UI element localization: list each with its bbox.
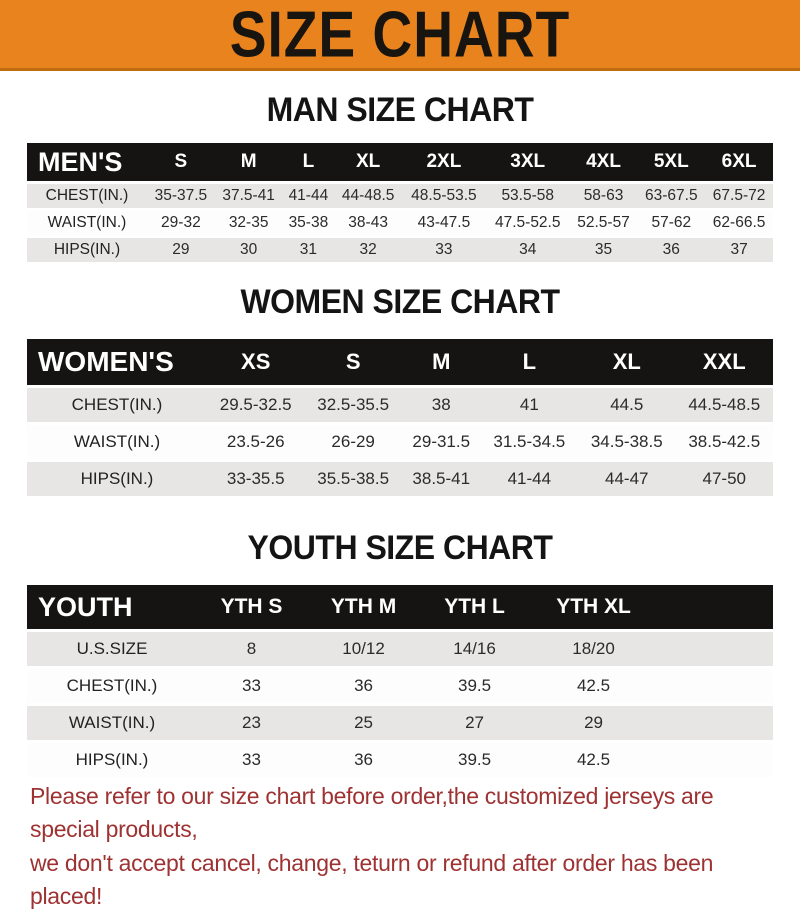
size-cell: 23	[242, 713, 261, 732]
size-cell: 44-48.5	[341, 187, 395, 204]
size-cell: 63-67.5	[645, 187, 698, 204]
size-cell: 27	[465, 713, 484, 732]
size-cell: 10/12	[342, 639, 385, 658]
column-header: YTH L	[444, 595, 505, 618]
women-size-section	[0, 265, 800, 499]
row-label: WAIST(IN.)	[73, 432, 161, 451]
table-row	[27, 742, 773, 779]
size-cell: 44-47	[605, 469, 649, 488]
size-chart-banner	[0, 0, 800, 71]
column-header: YTH XL	[556, 595, 631, 618]
size-cell: 18/20	[572, 639, 615, 658]
size-cell: 48.5-53.5	[411, 187, 477, 204]
size-cell: 38-43	[348, 214, 388, 231]
size-cell: 39.5	[457, 676, 492, 695]
column-header: YTH M	[330, 595, 397, 618]
size-cell: 58-63	[583, 187, 624, 204]
column-header: XL	[355, 151, 381, 172]
size-cell: 29	[584, 713, 603, 732]
size-cell: 33	[435, 241, 453, 258]
banner-title: SIZE CHART	[229, 0, 571, 71]
size-cell: 37.5-41	[222, 187, 275, 204]
women-size-heading: WOMEN SIZE CHART	[240, 281, 560, 321]
row-label: WAIST(IN.)	[68, 713, 156, 732]
size-cell: 44.5	[610, 395, 644, 414]
size-cell: 52.5-57	[577, 214, 630, 231]
size-cell: 23.5-26	[226, 432, 285, 451]
table-row	[27, 668, 773, 705]
row-label: HIPS(IN.)	[80, 469, 154, 488]
size-cell: 29-32	[161, 214, 201, 231]
column-header: M	[432, 349, 451, 374]
column-header: 2XL	[426, 151, 462, 172]
size-cell: 42.5	[576, 750, 611, 769]
size-cell: 47-50	[702, 469, 746, 488]
table-row	[27, 705, 773, 742]
table-corner-label: MEN'S	[38, 146, 123, 177]
disclaimer-line-2: we don't accept cancel, change, teturn or refund after order has been placed!	[30, 849, 714, 910]
filler-cell	[659, 668, 773, 705]
column-header: 5XL	[653, 151, 689, 172]
size-cell: 36	[662, 241, 680, 258]
row-label: HIPS(IN.)	[75, 750, 149, 769]
column-header: 6XL	[721, 151, 757, 172]
size-cell: 41	[519, 395, 539, 414]
size-cell: 31	[299, 241, 318, 258]
size-cell: 35.5-38.5	[317, 469, 390, 488]
table-row	[27, 424, 773, 461]
filler-cell	[659, 631, 773, 668]
size-cell: 39.5	[457, 750, 492, 769]
row-label: CHEST(IN.)	[66, 676, 158, 695]
size-cell: 43-47.5	[417, 214, 471, 231]
size-cell: 32	[359, 241, 377, 258]
size-cell: 35-38	[288, 214, 329, 231]
size-cell: 35-37.5	[154, 187, 208, 204]
size-cell: 25	[354, 713, 373, 732]
size-cell: 37	[730, 241, 748, 258]
column-header: XXL	[702, 349, 746, 374]
table-row	[27, 461, 773, 498]
table-row	[27, 387, 773, 424]
column-header: L	[522, 349, 537, 374]
size-cell: 34.5-38.5	[590, 432, 663, 451]
youth-size-table-slot	[0, 585, 800, 780]
table-corner-label: YOUTH	[38, 591, 133, 622]
size-cell: 29.5-32.5	[219, 395, 292, 414]
size-cell: 14/16	[453, 639, 496, 658]
table-header-row	[27, 339, 773, 387]
size-cell: 57-62	[651, 214, 692, 231]
size-cell: 38.5-41	[412, 469, 471, 488]
column-header: S	[345, 349, 361, 374]
size-cell: 8	[246, 639, 257, 658]
filler-column	[659, 585, 773, 631]
size-cell: 41-44	[288, 187, 329, 204]
table-row	[27, 237, 773, 264]
column-header: L	[302, 151, 315, 172]
column-header: 4XL	[586, 151, 621, 172]
women-size-table-slot	[0, 339, 800, 499]
size-table	[27, 585, 773, 780]
size-cell: 29	[172, 241, 190, 258]
man-size-section	[0, 71, 800, 265]
size-cell: 31.5-34.5	[493, 432, 566, 451]
youth-size-section	[0, 499, 800, 780]
row-label: CHEST(IN.)	[71, 395, 163, 414]
column-header: XS	[241, 349, 271, 374]
column-header: 3XL	[510, 151, 546, 172]
column-header: M	[240, 151, 257, 172]
man-size-table-slot	[0, 143, 800, 265]
size-cell: 44.5-48.5	[688, 395, 761, 414]
size-cell: 33	[242, 750, 261, 769]
disclaimer-line-1: Please refer to our size chart before order,the customized jerseys are special products,	[30, 783, 714, 843]
size-cell: 38	[431, 395, 451, 414]
table-row	[27, 183, 773, 210]
size-cell: 42.5	[576, 676, 611, 695]
table-header-row	[27, 143, 773, 183]
table-row	[27, 210, 773, 237]
size-cell: 67.5-72	[712, 187, 766, 204]
size-cell: 36	[354, 750, 373, 769]
size-cell: 32-35	[228, 214, 269, 231]
size-cell: 53.5-58	[501, 187, 555, 204]
size-cell: 38.5-42.5	[688, 432, 761, 451]
filler-cell	[659, 705, 773, 742]
size-cell: 62-66.5	[712, 214, 766, 231]
size-cell: 47.5-52.5	[494, 214, 561, 231]
man-size-heading: MAN SIZE CHART	[266, 89, 534, 129]
row-label: U.S.SIZE	[76, 639, 148, 658]
size-table	[27, 339, 773, 499]
column-header: YTH S	[220, 595, 283, 618]
column-header: S	[174, 151, 188, 172]
size-cell: 33	[242, 676, 261, 695]
filler-cell	[659, 742, 773, 779]
size-cell: 41-44	[507, 469, 552, 488]
row-label: WAIST(IN.)	[47, 214, 127, 231]
size-cell: 35	[594, 241, 613, 258]
size-cell: 34	[519, 241, 537, 258]
size-cell: 26-29	[331, 432, 375, 451]
size-cell: 33-35.5	[226, 469, 285, 488]
size-cell: 30	[240, 241, 258, 258]
size-cell: 29-31.5	[412, 432, 471, 451]
column-header: XL	[612, 349, 641, 374]
row-label: HIPS(IN.)	[53, 241, 121, 258]
size-cell: 36	[354, 676, 373, 695]
table-header-row	[27, 585, 773, 631]
size-table	[27, 143, 773, 265]
row-label: CHEST(IN.)	[45, 187, 129, 204]
size-cell: 32.5-35.5	[317, 395, 390, 414]
table-row	[27, 631, 773, 668]
youth-size-heading: YOUTH SIZE CHART	[247, 527, 553, 567]
table-corner-label: WOMEN'S	[38, 346, 174, 377]
